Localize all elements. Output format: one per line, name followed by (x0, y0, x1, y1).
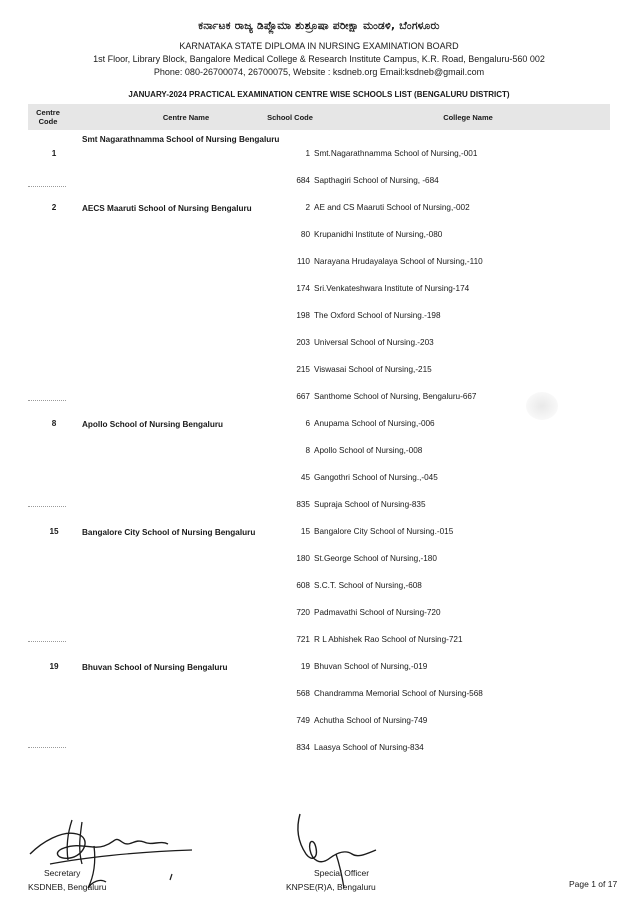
header-centre-name: Centre Name (162, 112, 210, 122)
board-address: 1st Floor, Library Block, Bangalore Medical College & Research Institute Campus, K.R. Road, Bengaluru-560 002 (93, 54, 545, 64)
college-name-cell: Viswasai School of Nursing,-215 (314, 365, 432, 374)
school-code-cell: 721 (296, 635, 310, 644)
college-name-cell: Smt.Nagarathnamma School of Nursing,-001 (314, 149, 478, 158)
school-code-cell: 80 (300, 230, 310, 239)
centre-code-cell: 1 (51, 149, 57, 158)
college-name-cell: St.George School of Nursing,-180 (314, 554, 437, 563)
header-school-code: School Code (267, 112, 313, 122)
college-name-cell: Bhuvan School of Nursing,-019 (314, 662, 428, 671)
college-name-cell: R L Abhishek Rao School of Nursing-721 (314, 635, 463, 644)
board-contact: Phone: 080-26700074, 26700075, Website : ksdneb.org Email:ksdneb@gmail.com (153, 67, 485, 77)
secretary-title: Secretary (44, 868, 81, 878)
group-divider (28, 747, 66, 748)
school-code-cell: 19 (300, 662, 310, 671)
centre-name-cell: Apollo School of Nursing Bengaluru (82, 420, 224, 429)
school-code-cell: 6 (305, 419, 310, 428)
header-college-name: College Name (443, 112, 493, 122)
college-name-cell: Santhome School of Nursing, Bengaluru-667 (314, 392, 477, 401)
group-divider (28, 186, 66, 187)
secretary-organization: KSDNEB, Bengaluru (28, 882, 107, 892)
school-code-cell: 749 (296, 716, 310, 725)
college-name-cell: Bangalore City School of Nursing.-015 (314, 527, 454, 536)
centre-code-cell: 19 (49, 662, 59, 671)
school-code-cell: 2 (305, 203, 310, 212)
college-name-cell: Supraja School of Nursing-835 (314, 500, 426, 509)
group-divider (28, 506, 66, 507)
college-name-cell: Sapthagiri School of Nursing, -684 (314, 176, 439, 185)
centre-name-cell: AECS Maaruti School of Nursing Bengaluru (82, 204, 252, 213)
table-row (0, 338, 638, 352)
table-row (0, 500, 638, 514)
table-row (0, 257, 638, 271)
centre-code-cell: 8 (51, 419, 57, 428)
college-name-cell: S.C.T. School of Nursing,-608 (314, 581, 422, 590)
school-code-cell: 174 (296, 284, 310, 293)
table-row (0, 446, 638, 460)
school-code-cell: 180 (296, 554, 310, 563)
table-row (0, 554, 638, 568)
college-name-cell: Sri.Venkateshwara Institute of Nursing-174 (314, 284, 470, 293)
table-row (0, 662, 638, 676)
school-code-cell: 608 (296, 581, 310, 590)
table-row (0, 419, 638, 433)
school-code-cell: 667 (296, 392, 310, 401)
centre-name-cell: Bangalore City School of Nursing Bengaluru (82, 528, 256, 537)
school-code-cell: 835 (296, 500, 310, 509)
centre-code-cell: 2 (51, 203, 57, 212)
college-name-cell: Gangothri School of Nursing.,-045 (314, 473, 438, 482)
group-divider (28, 641, 66, 642)
school-code-cell: 568 (296, 689, 310, 698)
group-divider (28, 400, 66, 401)
page-number: Page 1 of 17 (569, 879, 618, 889)
school-code-cell: 15 (300, 527, 310, 536)
college-name-cell: Chandramma Memorial School of Nursing-568 (314, 689, 483, 698)
table-row (0, 581, 638, 595)
table-row (0, 527, 638, 541)
table-row (0, 743, 638, 757)
college-name-cell: Apollo School of Nursing,-008 (314, 446, 423, 455)
school-code-cell: 203 (296, 338, 310, 347)
college-name-cell: AE and CS Maaruti School of Nursing,-002 (314, 203, 470, 212)
school-code-cell: 198 (296, 311, 310, 320)
table-row (0, 608, 638, 622)
special-officer-organization: KNPSE(R)A, Bengaluru (286, 882, 376, 892)
school-code-cell: 720 (296, 608, 310, 617)
special-officer-title: Special Officer (314, 868, 370, 878)
special-officer-signature (286, 810, 396, 890)
secretary-signature (22, 812, 207, 892)
college-name-cell: Anupama School of Nursing,-006 (314, 419, 435, 428)
college-name-cell: Krupanidhi Institute of Nursing,-080 (314, 230, 443, 239)
college-name-cell: Narayana Hrudayalaya School of Nursing,-110 (314, 257, 483, 266)
board-name: KARNATAKA STATE DIPLOMA IN NURSING EXAMINATION BOARD (179, 41, 459, 51)
school-code-cell: 215 (296, 365, 310, 374)
table-row (0, 176, 638, 190)
table-row (0, 689, 638, 703)
college-name-cell: Achutha School of Nursing-749 (314, 716, 428, 725)
table-row (0, 473, 638, 487)
table-row (0, 635, 638, 649)
table-row (0, 311, 638, 325)
kannada-board-title: ಕರ್ನಾಟಕ ರಾಜ್ಯ ಡಿಪ್ಲೊಮಾ ಶುಶ್ರೂಷಾ ಪರೀಕ್ಷಾ ಮಂಡಳಿ, ಬೆಂಗಳೂರು (198, 20, 440, 32)
school-code-cell: 834 (296, 743, 310, 752)
table-row (0, 284, 638, 298)
table-row (0, 203, 638, 217)
college-name-cell: Laasya School of Nursing-834 (314, 743, 424, 752)
school-code-cell: 1 (305, 149, 310, 158)
list-title: JANUARY-2024 PRACTICAL EXAMINATION CENTRE WISE SCHOOLS LIST (BENGALURU DISTRICT) (128, 90, 510, 99)
centre-code-cell: 15 (49, 527, 59, 536)
college-name-cell: The Oxford School of Nursing.-198 (314, 311, 441, 320)
centre-name-cell: Bhuvan School of Nursing Bengaluru (82, 663, 228, 672)
school-code-cell: 684 (296, 176, 310, 185)
college-name-cell: Padmavathi School of Nursing-720 (314, 608, 441, 617)
table-row (0, 230, 638, 244)
table-row (0, 135, 638, 163)
college-name-cell: Universal School of Nursing.-203 (314, 338, 434, 347)
school-code-cell: 8 (305, 446, 310, 455)
table-row (0, 716, 638, 730)
ink-smudge (526, 392, 558, 420)
school-code-cell: 45 (300, 473, 310, 482)
table-row (0, 365, 638, 379)
school-code-cell: 110 (296, 257, 310, 266)
header-centre-code: Centre Code (36, 108, 60, 126)
table-header (28, 104, 610, 130)
centre-name-cell: Smt Nagarathnamma School of Nursing Bengaluru (82, 135, 280, 144)
